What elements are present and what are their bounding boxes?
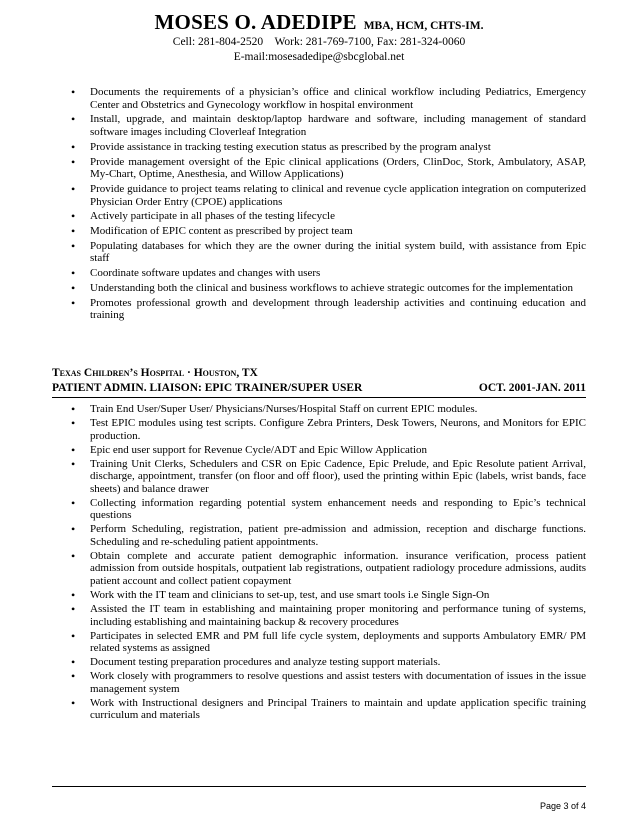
list-item: • Assisted the IT team in establishing and maintaining proper monitoring and performance tuning of systems, including establishing and maintaining backup & recovery procedures — [66, 603, 586, 628]
list-item: • Provide guidance to project teams relating to clinical and revenue cycle application integration on computerized Physician Order Entry (CPOE) applications — [66, 183, 586, 208]
list-item: • Work with the IT team and clinicians to set-up, test, and use smart tools i.e Single Sign-On — [66, 589, 586, 602]
responsibilities-list — [66, 86, 586, 324]
resume-header — [0, 10, 638, 35]
list-item: • Obtain complete and accurate patient demographic information. insurance verification, process patient admission from outside hospitals, outpatient lab registrations, outpatient radiology procedure admissions, audits patient account and collect patient copayment — [66, 550, 586, 588]
list-item: • Install, upgrade, and maintain desktop/laptop hardware and software, including management of standard software images including Cloverleaf Integration — [66, 113, 586, 138]
job-title-row — [52, 382, 586, 394]
job-title: PATIENT ADMIN. LIAISON: EPIC TRAINER/SUPER USER — [52, 382, 363, 394]
list-item: • Understanding both the clinical and business workflows to achieve strategic outcomes for the implementation — [66, 282, 586, 295]
page-number: Page 3 of 4 — [539, 801, 586, 811]
list-item: • Promotes professional growth and development through leadership activities and continuing education and training — [66, 297, 586, 322]
list-item: • Document testing preparation procedures and analyze testing support materials. — [66, 656, 586, 669]
candidate-name: MOSES O. ADEDIPE — [154, 10, 357, 34]
list-item: • Work with Instructional designers and Principal Trainers to maintain and update application specific training curriculum and materials — [66, 697, 586, 722]
footer-divider — [52, 786, 586, 787]
list-item: • Train End User/Super User/ Physicians/Nurses/Hospital Staff on current EPIC modules. — [66, 403, 586, 416]
list-item: • Perform Scheduling, registration, patient pre-admission and admission, reception and discharge functions. Scheduling and re-scheduling patient appointments. — [66, 523, 586, 548]
list-item: • Training Unit Clerks, Schedulers and CSR on Epic Cadence, Epic Prelude, and Epic Resolute patient Arrival, discharge, appointment, transfer (on floor and off floor), used the printing within Epic (labels, wrist bands, face sheets) and balance drawer — [66, 458, 586, 496]
list-item: • Documents the requirements of a physician’s office and clinical workflow including Pediatrics, Emergency Center and Obstetrics and Gynecology workflow in hospital environment — [66, 86, 586, 111]
list-item: • Work closely with programmers to resolve questions and assist testers with documentation of issues in the issue management system — [66, 670, 586, 695]
section-divider — [52, 397, 586, 398]
job-dates: OCT. 2001-JAN. 2011 — [478, 382, 586, 394]
list-item: • Provide assistance in tracking testing execution status as prescribed by the program analyst — [66, 141, 586, 154]
list-item: • Populating databases for which they are the owner during the initial system build, with assistance from Epic staff — [66, 240, 586, 265]
employer-name: Texas Children’s Hospital · Houston, TX — [52, 367, 258, 379]
list-item: • Provide management oversight of the Epic clinical applications (Orders, ClinDoc, Stork, Ambulatory, ASAP, My-Chart, Optime, Anesthesia, and Willow Applications) — [66, 156, 586, 181]
candidate-credentials: MBA, HCM, CHTS-IM. — [363, 20, 484, 32]
list-item: • Participates in selected EMR and PM full life cycle system, deployments and supports Ambulatory EMR/ PM related systems as assigned — [66, 630, 586, 655]
list-item: • Coordinate software updates and changes with users — [66, 267, 586, 280]
contact-phones: Cell: 281-804-2520 Work: 281-769-7100, Fax: 281-324-0060 — [172, 36, 466, 48]
list-item: • Collecting information regarding potential system enhancement needs and responding to Epic’s technical questions — [66, 497, 586, 522]
list-item: • Actively participate in all phases of the testing lifecycle — [66, 210, 586, 223]
list-item: • Test EPIC modules using test scripts. Configure Zebra Printers, Desk Towers, Neurons, and Monitors for EPIC production. — [66, 417, 586, 442]
contact-email: E-mail:mosesadedipe@sbcglobal.net — [233, 51, 405, 63]
job-duties-list — [66, 403, 586, 723]
list-item: • Modification of EPIC content as prescribed by project team — [66, 225, 586, 238]
employer-line — [52, 367, 258, 379]
list-item: • Epic end user support for Revenue Cycle/ADT and Epic Willow Application — [66, 444, 586, 457]
